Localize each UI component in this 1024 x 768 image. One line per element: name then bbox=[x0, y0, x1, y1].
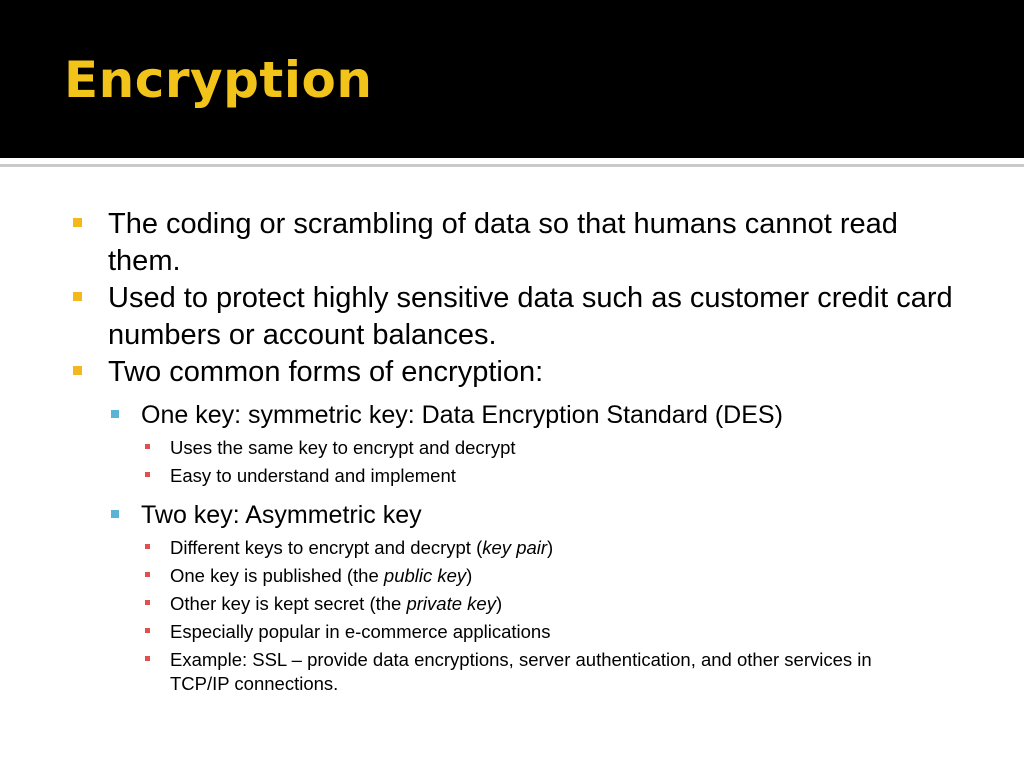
bullet-text bbox=[170, 437, 516, 458]
title-bar bbox=[0, 0, 1024, 158]
bullet-text bbox=[170, 465, 456, 486]
bullet-text-part: Two key: Asymmetric key bbox=[141, 501, 422, 529]
bullet-text-part: One key is published (the bbox=[170, 565, 384, 586]
bullet-text-part: ) bbox=[547, 537, 554, 558]
bullet-item-level-3 bbox=[0, 464, 1024, 488]
bullet-text-part: Example: SSL – provide data encryptions, server authentication, and other services in TCP/IP connections. bbox=[170, 649, 872, 694]
bullet-text bbox=[170, 565, 472, 586]
bullet-marker-icon bbox=[145, 472, 150, 477]
bullet-marker-icon bbox=[145, 628, 150, 633]
bullet-item-level-3 bbox=[0, 436, 1024, 460]
bullet-text bbox=[141, 501, 422, 529]
bullet-text bbox=[108, 356, 543, 388]
bullet-text-part: The coding or scrambling of data so that humans cannot read them. bbox=[108, 208, 898, 277]
bullet-item-level-2 bbox=[0, 500, 1024, 530]
bullet-text-part: Different keys to encrypt and decrypt ( bbox=[170, 537, 483, 558]
emphasized-term: key pair bbox=[482, 537, 548, 558]
bullet-list bbox=[0, 206, 1024, 696]
bullet-text-part: Easy to understand and implement bbox=[170, 465, 456, 486]
bullet-marker-icon bbox=[145, 600, 150, 605]
bullet-text bbox=[170, 593, 502, 614]
bullet-text bbox=[170, 537, 553, 558]
bullet-text bbox=[170, 621, 550, 642]
bullet-text bbox=[141, 401, 783, 429]
bullet-item-level-3 bbox=[0, 564, 1024, 588]
bullet-text-part: Used to protect highly sensitive data such as customer credit card numbers or account balances. bbox=[108, 282, 953, 351]
bullet-text bbox=[108, 208, 898, 277]
bullet-marker-icon bbox=[111, 510, 119, 518]
bullet-text-part: ) bbox=[495, 593, 503, 614]
bullet-marker-icon bbox=[111, 410, 119, 418]
bullet-item-level-3 bbox=[0, 620, 1024, 644]
bullet-text-part: Especially popular in e-commerce applications bbox=[170, 621, 551, 642]
bullet-marker-icon bbox=[73, 366, 82, 375]
title-divider bbox=[0, 164, 1024, 167]
bullet-marker-icon bbox=[145, 656, 150, 661]
bullet-text-part: Other key is kept secret (the bbox=[170, 593, 407, 614]
bullet-marker-icon bbox=[145, 572, 150, 577]
slide-title: Encryption bbox=[64, 51, 373, 109]
bullet-text bbox=[170, 649, 872, 694]
bullet-item-level-3 bbox=[0, 592, 1024, 616]
bullet-item-level-1 bbox=[0, 280, 1024, 354]
bullet-item-level-3 bbox=[0, 536, 1024, 560]
bullet-item-level-2 bbox=[0, 400, 1024, 430]
bullet-item-level-1 bbox=[0, 354, 1024, 391]
bullet-text bbox=[108, 282, 953, 351]
emphasized-term: private key bbox=[406, 593, 496, 614]
emphasized-term: public key bbox=[383, 565, 467, 586]
bullet-marker-icon bbox=[145, 444, 150, 449]
bullet-text-part: ) bbox=[466, 565, 473, 586]
bullet-item-level-3 bbox=[0, 648, 1024, 696]
bullet-item-level-1 bbox=[0, 206, 1024, 280]
bullet-marker-icon bbox=[73, 218, 82, 227]
bullet-text-part: Two common forms of encryption: bbox=[108, 356, 544, 388]
bullet-text-part: One key: symmetric key: Data Encryption Standard (DES) bbox=[141, 401, 783, 429]
bullet-marker-icon bbox=[145, 544, 150, 549]
bullet-marker-icon bbox=[73, 292, 82, 301]
bullet-text-part: Uses the same key to encrypt and decrypt bbox=[170, 437, 516, 458]
